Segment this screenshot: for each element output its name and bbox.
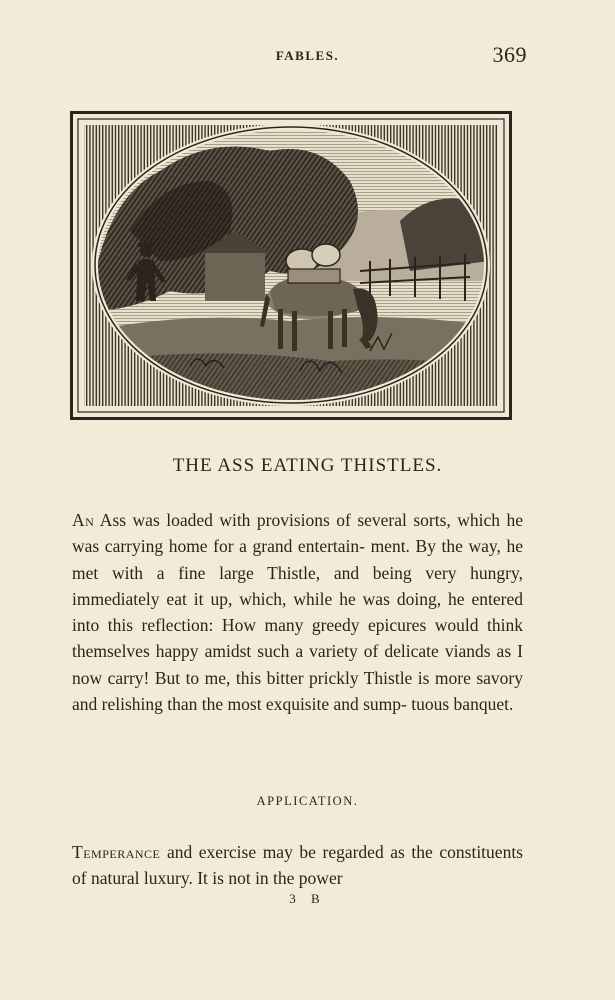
- fable-text: [72, 507, 523, 717]
- application-text: [72, 839, 523, 892]
- woodcut-illustration: [70, 111, 512, 420]
- fable-opening-word: An: [72, 510, 95, 530]
- application-opening-word: Temperance: [72, 842, 161, 862]
- fable-title: THE ASS EATING THISTLES.: [172, 455, 443, 476]
- application-heading: APPLICATION.: [256, 794, 359, 808]
- application-body: and exercise may be regarded as the constituents of natural luxury. It is not in the power: [72, 842, 523, 889]
- page-number: 369: [492, 42, 527, 67]
- running-title: FABLES.: [275, 48, 340, 63]
- fable-body: Ass was loaded with provisions of several sorts, which he was carrying home for a grand entertain- ment. By the way, he met with a fine large Thistle, and being very hungry, immediately eat it up, which, while he was doing, he entered into this reflection: How many greedy epicures would think themselves happy amidst such a variety of delicate viands as I now carry! But to me, this bitter prickly Thistle is more savory and relishing than the most exquisite and sump- tuous banquet.: [72, 510, 523, 715]
- signature-mark: 3 B: [289, 891, 326, 906]
